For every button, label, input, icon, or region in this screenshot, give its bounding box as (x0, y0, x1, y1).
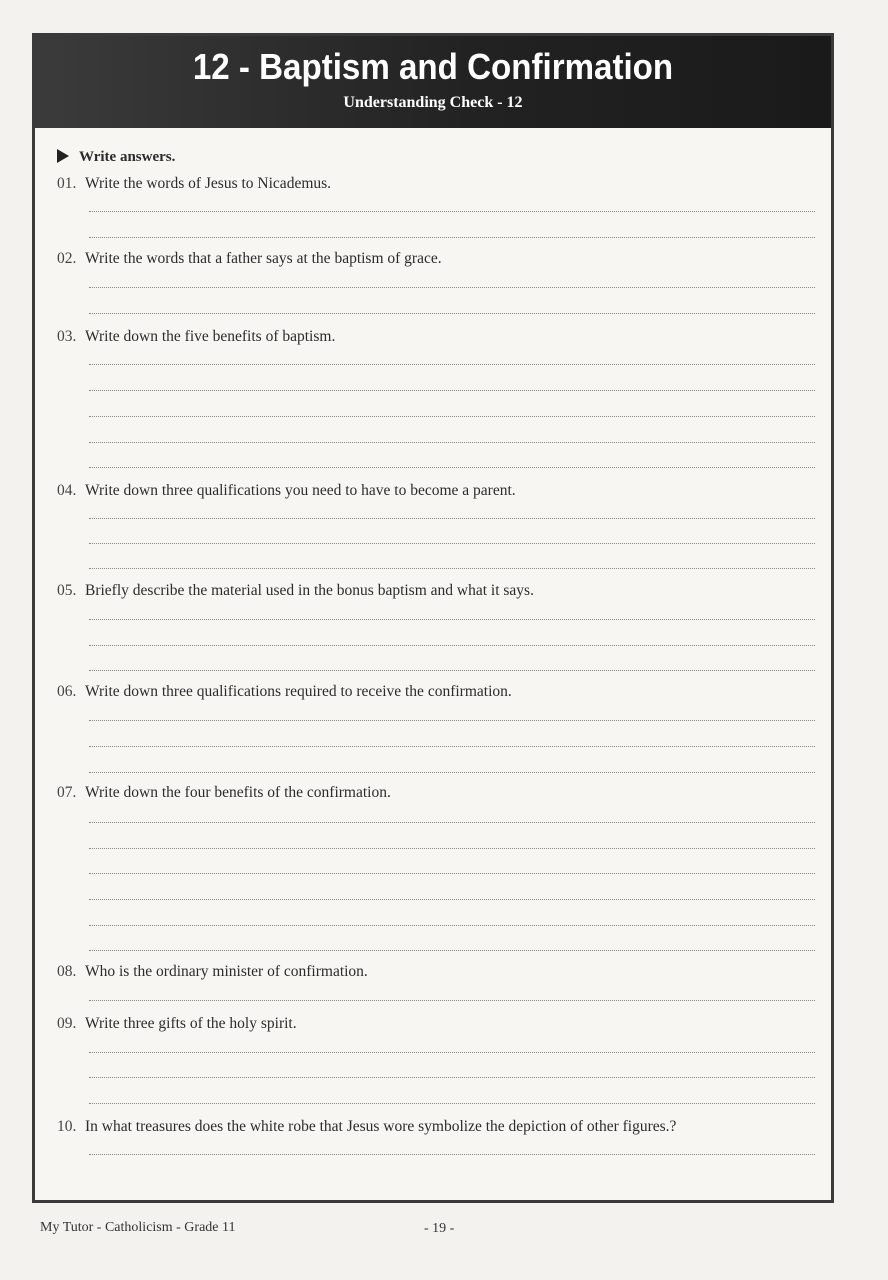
question-number: 04. (57, 482, 77, 499)
answer-line[interactable] (89, 822, 815, 823)
question-text: Write three gifts of the holy spirit. (85, 1015, 297, 1032)
answer-line[interactable] (89, 848, 815, 849)
answer-line[interactable] (89, 619, 815, 620)
header-banner (35, 36, 831, 128)
question-text: In what treasures does the white robe that Jesus wore symbolize the depiction of other figures.? (85, 1118, 677, 1135)
question-number: 01. (57, 175, 77, 192)
answer-line[interactable] (89, 1000, 815, 1001)
instruction (57, 149, 175, 166)
answer-line[interactable] (89, 670, 815, 671)
question-06 (57, 683, 811, 701)
question-text: Who is the ordinary minister of confirmation. (85, 963, 368, 980)
question-09 (57, 1015, 811, 1033)
page-subtitle: Understanding Check - 12 (343, 94, 523, 111)
question-text: Write down the four benefits of the confirmation. (85, 784, 391, 801)
question-10 (57, 1118, 811, 1136)
answer-line[interactable] (89, 390, 815, 391)
answer-line[interactable] (89, 543, 815, 544)
answer-line[interactable] (89, 1077, 815, 1078)
answer-line[interactable] (89, 873, 815, 874)
answer-line[interactable] (89, 313, 815, 314)
answer-line[interactable] (89, 772, 815, 773)
question-text: Write the words that a father says at the baptism of grace. (85, 250, 442, 267)
answer-line[interactable] (89, 287, 815, 288)
question-text: Write down the five benefits of baptism. (85, 328, 336, 345)
question-04 (57, 482, 811, 500)
question-number: 02. (57, 250, 77, 267)
question-05 (57, 582, 811, 600)
question-number: 05. (57, 582, 77, 599)
answer-line[interactable] (89, 211, 815, 212)
question-number: 07. (57, 784, 77, 801)
question-text: Briefly describe the material used in the bonus baptism and what it says. (85, 582, 534, 599)
answer-line[interactable] (89, 746, 815, 747)
question-number: 03. (57, 328, 77, 345)
question-text: Write down three qualifications you need to have to become a parent. (85, 482, 516, 499)
answer-line[interactable] (89, 925, 815, 926)
footer-book-title: My Tutor - Catholicism - Grade 11 (40, 1220, 236, 1235)
answer-line[interactable] (89, 899, 815, 900)
question-number: 06. (57, 683, 77, 700)
answer-line[interactable] (89, 364, 815, 365)
answer-line[interactable] (89, 518, 815, 519)
answer-line[interactable] (89, 467, 815, 468)
answer-line[interactable] (89, 237, 815, 238)
question-text: Write down three qualifications required to receive the confirmation. (85, 683, 512, 700)
question-02 (57, 250, 811, 268)
answer-line[interactable] (89, 645, 815, 646)
question-number: 09. (57, 1015, 77, 1032)
footer-page-number: - 19 - (424, 1221, 455, 1236)
instruction-text: Write answers. (79, 149, 176, 165)
question-01 (57, 175, 811, 193)
question-number: 10. (57, 1118, 77, 1135)
question-03 (57, 328, 811, 346)
page-frame (32, 33, 834, 1203)
question-07 (57, 784, 811, 802)
answer-line[interactable] (89, 1052, 815, 1053)
page-title: 12 - Baptism and Confirmation (192, 46, 674, 87)
question-08 (57, 963, 811, 981)
answer-line[interactable] (89, 442, 815, 443)
play-triangle-icon (57, 149, 69, 163)
answer-line[interactable] (89, 1103, 815, 1104)
answer-line[interactable] (89, 1154, 815, 1155)
answer-line[interactable] (89, 950, 815, 951)
answer-line[interactable] (89, 720, 815, 721)
question-text: Write the words of Jesus to Nicademus. (85, 175, 332, 192)
question-number: 08. (57, 963, 77, 980)
answer-line[interactable] (89, 416, 815, 417)
answer-line[interactable] (89, 568, 815, 569)
